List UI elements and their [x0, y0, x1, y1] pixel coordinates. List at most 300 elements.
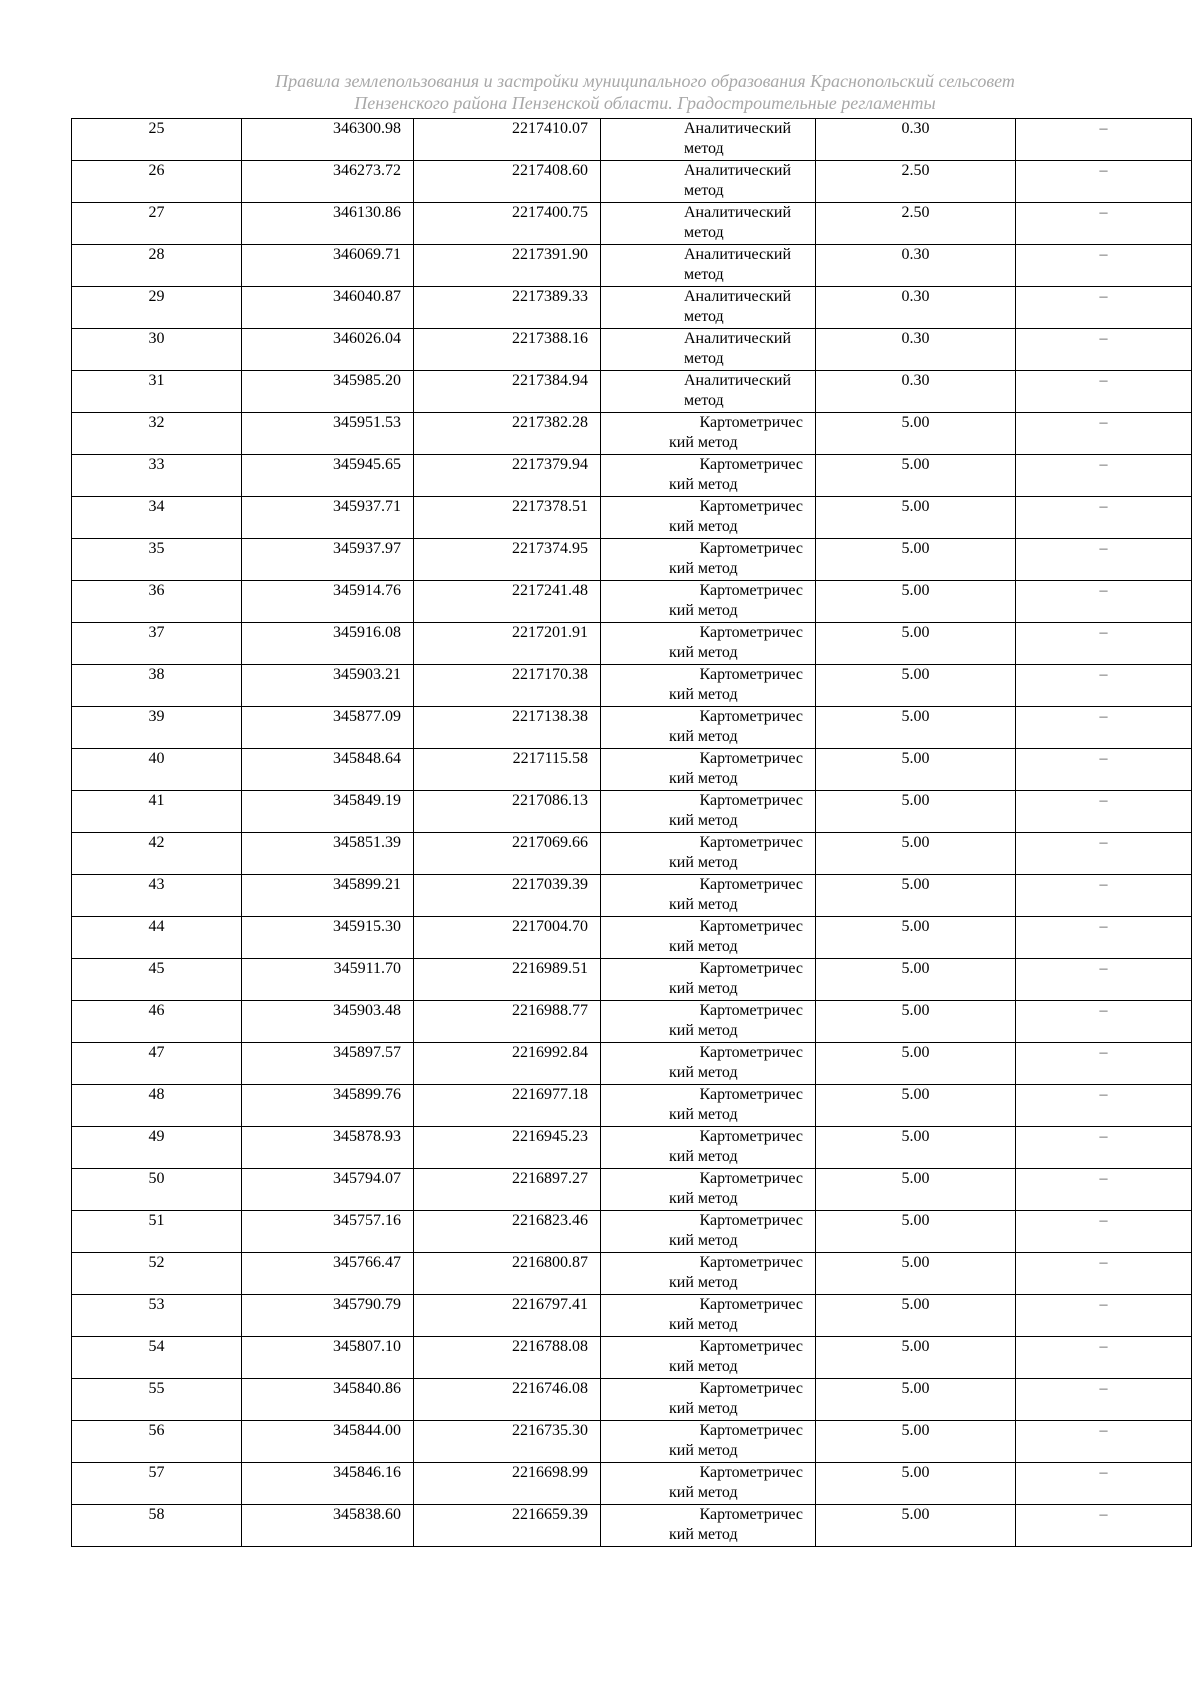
x-coordinate-cell: 345851.39	[242, 833, 414, 875]
method-line-2: кий метод	[669, 1022, 738, 1039]
method-cell	[601, 875, 816, 917]
method-line-2: кий метод	[669, 1190, 738, 1207]
note-cell: –	[1016, 1169, 1192, 1211]
accuracy-cell: 5.00	[816, 623, 1016, 665]
note-cell: –	[1016, 287, 1192, 329]
y-coordinate-cell: 2217400.75	[414, 203, 601, 245]
point-number-cell: 51	[72, 1211, 242, 1253]
y-coordinate-cell: 2217384.94	[414, 371, 601, 413]
method-line-1: Картометричес	[699, 960, 803, 977]
note-cell: –	[1016, 245, 1192, 287]
method-line-1: Картометричес	[699, 582, 803, 599]
x-coordinate-cell: 345757.16	[242, 1211, 414, 1253]
method-line-1: Аналитический	[684, 246, 792, 263]
accuracy-cell: 5.00	[816, 1085, 1016, 1127]
point-number-cell: 40	[72, 749, 242, 791]
method-line-1: Картометричес	[699, 834, 803, 851]
method-cell	[601, 1253, 816, 1295]
method-line-1: Аналитический	[684, 204, 792, 221]
method-cell	[601, 1505, 816, 1547]
method-cell	[601, 1295, 816, 1337]
method-line-2: кий метод	[669, 434, 738, 451]
table-row	[72, 497, 1192, 539]
y-coordinate-cell: 2217382.28	[414, 413, 601, 455]
y-coordinate-cell: 2216800.87	[414, 1253, 601, 1295]
table-row	[72, 1379, 1192, 1421]
x-coordinate-cell: 345878.93	[242, 1127, 414, 1169]
method-line-2: кий метод	[669, 476, 738, 493]
x-coordinate-cell: 346300.98	[242, 119, 414, 161]
x-coordinate-cell: 345915.30	[242, 917, 414, 959]
table-row	[72, 833, 1192, 875]
method-line-2: кий метод	[669, 1064, 738, 1081]
accuracy-cell: 5.00	[816, 1463, 1016, 1505]
table-row	[72, 161, 1192, 203]
method-cell	[601, 749, 816, 791]
method-cell	[601, 707, 816, 749]
point-number-cell: 44	[72, 917, 242, 959]
table-row	[72, 665, 1192, 707]
x-coordinate-cell: 345807.10	[242, 1337, 414, 1379]
header-line-2: Пензенского района Пензенской области. Градостроительные регламенты	[354, 93, 936, 113]
method-line-1: Картометричес	[699, 1002, 803, 1019]
method-line-2: кий метод	[669, 518, 738, 535]
point-number-cell: 39	[72, 707, 242, 749]
method-cell	[601, 413, 816, 455]
x-coordinate-cell: 345846.16	[242, 1463, 414, 1505]
table-row	[72, 539, 1192, 581]
point-number-cell: 52	[72, 1253, 242, 1295]
x-coordinate-cell: 345899.76	[242, 1085, 414, 1127]
note-cell: –	[1016, 539, 1192, 581]
note-cell: –	[1016, 1379, 1192, 1421]
point-number-cell: 58	[72, 1505, 242, 1547]
method-line-1: Картометричес	[699, 1044, 803, 1061]
method-line-1: Картометричес	[699, 792, 803, 809]
method-cell	[601, 1043, 816, 1085]
note-cell: –	[1016, 1295, 1192, 1337]
point-number-cell: 37	[72, 623, 242, 665]
method-line-2: кий метод	[669, 1526, 738, 1543]
note-cell: –	[1016, 707, 1192, 749]
method-line-2: метод	[684, 308, 724, 325]
method-line-1: Картометричес	[699, 456, 803, 473]
accuracy-cell: 5.00	[816, 539, 1016, 581]
table-row	[72, 1253, 1192, 1295]
method-line-2: кий метод	[669, 1358, 738, 1375]
table-row	[72, 329, 1192, 371]
table-row	[72, 623, 1192, 665]
note-cell: –	[1016, 329, 1192, 371]
method-line-1: Картометричес	[699, 498, 803, 515]
accuracy-cell: 5.00	[816, 1295, 1016, 1337]
method-line-2: кий метод	[669, 1274, 738, 1291]
y-coordinate-cell: 2217115.58	[414, 749, 601, 791]
method-cell	[601, 1001, 816, 1043]
note-cell: –	[1016, 1337, 1192, 1379]
method-cell	[601, 245, 816, 287]
point-number-cell: 31	[72, 371, 242, 413]
y-coordinate-cell: 2217374.95	[414, 539, 601, 581]
y-coordinate-cell: 2216797.41	[414, 1295, 601, 1337]
y-coordinate-cell: 2217388.16	[414, 329, 601, 371]
note-cell: –	[1016, 1505, 1192, 1547]
table-row	[72, 875, 1192, 917]
x-coordinate-cell: 346069.71	[242, 245, 414, 287]
y-coordinate-cell: 2216989.51	[414, 959, 601, 1001]
table-row	[72, 959, 1192, 1001]
method-line-1: Картометричес	[699, 540, 803, 557]
method-line-2: кий метод	[669, 980, 738, 997]
x-coordinate-cell: 345838.60	[242, 1505, 414, 1547]
x-coordinate-cell: 345914.76	[242, 581, 414, 623]
x-coordinate-cell: 345937.71	[242, 497, 414, 539]
method-line-2: кий метод	[669, 644, 738, 661]
point-number-cell: 53	[72, 1295, 242, 1337]
method-cell	[601, 497, 816, 539]
x-coordinate-cell: 345848.64	[242, 749, 414, 791]
note-cell: –	[1016, 1421, 1192, 1463]
point-number-cell: 38	[72, 665, 242, 707]
y-coordinate-cell: 2217408.60	[414, 161, 601, 203]
accuracy-cell: 5.00	[816, 1421, 1016, 1463]
table-row	[72, 287, 1192, 329]
table-row	[72, 455, 1192, 497]
note-cell: –	[1016, 959, 1192, 1001]
x-coordinate-cell: 345840.86	[242, 1379, 414, 1421]
table-row	[72, 119, 1192, 161]
method-cell	[601, 1421, 816, 1463]
note-cell: –	[1016, 1043, 1192, 1085]
y-coordinate-cell: 2216746.08	[414, 1379, 601, 1421]
y-coordinate-cell: 2217201.91	[414, 623, 601, 665]
note-cell: –	[1016, 665, 1192, 707]
x-coordinate-cell: 345911.70	[242, 959, 414, 1001]
page-header	[0, 70, 1200, 114]
accuracy-cell: 2.50	[816, 161, 1016, 203]
method-line-2: кий метод	[669, 1106, 738, 1123]
accuracy-cell: 5.00	[816, 581, 1016, 623]
point-number-cell: 36	[72, 581, 242, 623]
accuracy-cell: 5.00	[816, 1127, 1016, 1169]
accuracy-cell: 5.00	[816, 1253, 1016, 1295]
x-coordinate-cell: 345790.79	[242, 1295, 414, 1337]
note-cell: –	[1016, 119, 1192, 161]
method-cell	[601, 959, 816, 1001]
method-line-1: Картометричес	[699, 624, 803, 641]
y-coordinate-cell: 2217004.70	[414, 917, 601, 959]
y-coordinate-cell: 2216788.08	[414, 1337, 601, 1379]
table-row	[72, 371, 1192, 413]
note-cell: –	[1016, 833, 1192, 875]
method-line-2: метод	[684, 392, 724, 409]
x-coordinate-cell: 346130.86	[242, 203, 414, 245]
method-cell	[601, 1169, 816, 1211]
note-cell: –	[1016, 1463, 1192, 1505]
y-coordinate-cell: 2216988.77	[414, 1001, 601, 1043]
y-coordinate-cell: 2217069.66	[414, 833, 601, 875]
method-line-2: кий метод	[669, 602, 738, 619]
point-number-cell: 32	[72, 413, 242, 455]
note-cell: –	[1016, 917, 1192, 959]
method-line-2: кий метод	[669, 1484, 738, 1501]
point-number-cell: 56	[72, 1421, 242, 1463]
method-cell	[601, 623, 816, 665]
point-number-cell: 43	[72, 875, 242, 917]
y-coordinate-cell: 2216977.18	[414, 1085, 601, 1127]
x-coordinate-cell: 346273.72	[242, 161, 414, 203]
accuracy-cell: 0.30	[816, 371, 1016, 413]
method-line-1: Картометричес	[699, 876, 803, 893]
method-line-2: метод	[684, 224, 724, 241]
method-line-2: метод	[684, 182, 724, 199]
accuracy-cell: 5.00	[816, 1001, 1016, 1043]
y-coordinate-cell: 2216945.23	[414, 1127, 601, 1169]
point-number-cell: 47	[72, 1043, 242, 1085]
table-row	[72, 1001, 1192, 1043]
table-row	[72, 1337, 1192, 1379]
x-coordinate-cell: 345916.08	[242, 623, 414, 665]
table-row	[72, 1505, 1192, 1547]
table-row	[72, 581, 1192, 623]
y-coordinate-cell: 2216735.30	[414, 1421, 601, 1463]
table-row	[72, 791, 1192, 833]
x-coordinate-cell: 345849.19	[242, 791, 414, 833]
note-cell: –	[1016, 1085, 1192, 1127]
accuracy-cell: 2.50	[816, 203, 1016, 245]
note-cell: –	[1016, 581, 1192, 623]
method-line-2: кий метод	[669, 1400, 738, 1417]
method-line-1: Аналитический	[684, 120, 792, 137]
accuracy-cell: 0.30	[816, 245, 1016, 287]
method-line-1: Картометричес	[699, 708, 803, 725]
method-cell	[601, 833, 816, 875]
table-row	[72, 1421, 1192, 1463]
point-number-cell: 33	[72, 455, 242, 497]
point-number-cell: 50	[72, 1169, 242, 1211]
accuracy-cell: 0.30	[816, 119, 1016, 161]
method-line-1: Картометричес	[699, 414, 803, 431]
y-coordinate-cell: 2217410.07	[414, 119, 601, 161]
y-coordinate-cell: 2216659.39	[414, 1505, 601, 1547]
y-coordinate-cell: 2217391.90	[414, 245, 601, 287]
accuracy-cell: 5.00	[816, 959, 1016, 1001]
method-line-2: кий метод	[669, 770, 738, 787]
table-row	[72, 1463, 1192, 1505]
x-coordinate-cell: 345844.00	[242, 1421, 414, 1463]
y-coordinate-cell: 2217389.33	[414, 287, 601, 329]
point-number-cell: 48	[72, 1085, 242, 1127]
note-cell: –	[1016, 791, 1192, 833]
method-cell	[601, 329, 816, 371]
point-number-cell: 45	[72, 959, 242, 1001]
note-cell: –	[1016, 1127, 1192, 1169]
method-line-2: кий метод	[669, 854, 738, 871]
note-cell: –	[1016, 455, 1192, 497]
x-coordinate-cell: 345937.97	[242, 539, 414, 581]
y-coordinate-cell: 2217138.38	[414, 707, 601, 749]
method-line-1: Картометричес	[699, 1506, 803, 1523]
header-line-1: Правила землепользования и застройки муниципального образования Краснопольский сельсовет	[275, 71, 1015, 91]
x-coordinate-cell: 345897.57	[242, 1043, 414, 1085]
method-cell	[601, 455, 816, 497]
method-line-2: кий метод	[669, 938, 738, 955]
accuracy-cell: 5.00	[816, 875, 1016, 917]
point-number-cell: 41	[72, 791, 242, 833]
accuracy-cell: 5.00	[816, 1379, 1016, 1421]
point-number-cell: 57	[72, 1463, 242, 1505]
point-number-cell: 25	[72, 119, 242, 161]
method-line-2: кий метод	[669, 812, 738, 829]
x-coordinate-cell: 345794.07	[242, 1169, 414, 1211]
method-line-2: метод	[684, 140, 724, 157]
method-line-1: Картометричес	[699, 918, 803, 935]
point-number-cell: 46	[72, 1001, 242, 1043]
method-line-2: кий метод	[669, 560, 738, 577]
x-coordinate-cell: 345899.21	[242, 875, 414, 917]
accuracy-cell: 5.00	[816, 1211, 1016, 1253]
method-cell	[601, 203, 816, 245]
table-row	[72, 707, 1192, 749]
method-line-1: Картометричес	[699, 1422, 803, 1439]
accuracy-cell: 5.00	[816, 1505, 1016, 1547]
point-number-cell: 55	[72, 1379, 242, 1421]
method-line-1: Аналитический	[684, 162, 792, 179]
y-coordinate-cell: 2217039.39	[414, 875, 601, 917]
y-coordinate-cell: 2216897.27	[414, 1169, 601, 1211]
accuracy-cell: 5.00	[816, 455, 1016, 497]
method-line-2: кий метод	[669, 1442, 738, 1459]
point-number-cell: 35	[72, 539, 242, 581]
y-coordinate-cell: 2217241.48	[414, 581, 601, 623]
y-coordinate-cell: 2217379.94	[414, 455, 601, 497]
note-cell: –	[1016, 749, 1192, 791]
y-coordinate-cell: 2217086.13	[414, 791, 601, 833]
coordinates-table	[71, 118, 1192, 1547]
table-row	[72, 203, 1192, 245]
method-line-2: метод	[684, 266, 724, 283]
method-cell	[601, 1463, 816, 1505]
accuracy-cell: 5.00	[816, 665, 1016, 707]
x-coordinate-cell: 345985.20	[242, 371, 414, 413]
method-line-1: Картометричес	[699, 1254, 803, 1271]
point-number-cell: 42	[72, 833, 242, 875]
note-cell: –	[1016, 413, 1192, 455]
point-number-cell: 54	[72, 1337, 242, 1379]
accuracy-cell: 5.00	[816, 749, 1016, 791]
method-cell	[601, 1379, 816, 1421]
method-line-2: кий метод	[669, 1316, 738, 1333]
method-cell	[601, 287, 816, 329]
point-number-cell: 27	[72, 203, 242, 245]
note-cell: –	[1016, 161, 1192, 203]
x-coordinate-cell: 345903.21	[242, 665, 414, 707]
table-row	[72, 1085, 1192, 1127]
method-line-1: Картометричес	[699, 1296, 803, 1313]
point-number-cell: 49	[72, 1127, 242, 1169]
method-line-2: кий метод	[669, 728, 738, 745]
method-line-1: Аналитический	[684, 372, 792, 389]
y-coordinate-cell: 2216992.84	[414, 1043, 601, 1085]
x-coordinate-cell: 346026.04	[242, 329, 414, 371]
table-row	[72, 917, 1192, 959]
method-line-2: кий метод	[669, 1148, 738, 1165]
method-cell	[601, 119, 816, 161]
accuracy-cell: 5.00	[816, 497, 1016, 539]
method-cell	[601, 1085, 816, 1127]
table-row	[72, 1043, 1192, 1085]
method-line-1: Картометричес	[699, 1464, 803, 1481]
point-number-cell: 26	[72, 161, 242, 203]
method-line-1: Картометричес	[699, 1212, 803, 1229]
y-coordinate-cell: 2217378.51	[414, 497, 601, 539]
accuracy-cell: 5.00	[816, 1169, 1016, 1211]
table-row	[72, 245, 1192, 287]
coordinates-table-body	[72, 119, 1192, 1547]
note-cell: –	[1016, 623, 1192, 665]
y-coordinate-cell: 2217170.38	[414, 665, 601, 707]
y-coordinate-cell: 2216823.46	[414, 1211, 601, 1253]
method-cell	[601, 371, 816, 413]
method-cell	[601, 1127, 816, 1169]
method-cell	[601, 539, 816, 581]
method-line-2: кий метод	[669, 896, 738, 913]
method-cell	[601, 791, 816, 833]
point-number-cell: 34	[72, 497, 242, 539]
method-cell	[601, 161, 816, 203]
x-coordinate-cell: 345903.48	[242, 1001, 414, 1043]
accuracy-cell: 5.00	[816, 1043, 1016, 1085]
point-number-cell: 29	[72, 287, 242, 329]
note-cell: –	[1016, 1001, 1192, 1043]
method-line-1: Картометричес	[699, 1170, 803, 1187]
accuracy-cell: 5.00	[816, 1337, 1016, 1379]
method-line-1: Картометричес	[699, 1380, 803, 1397]
method-line-1: Картометричес	[699, 666, 803, 683]
method-line-1: Картометричес	[699, 1086, 803, 1103]
method-line-1: Картометричес	[699, 750, 803, 767]
table-row	[72, 1169, 1192, 1211]
table-row	[72, 1127, 1192, 1169]
note-cell: –	[1016, 497, 1192, 539]
note-cell: –	[1016, 371, 1192, 413]
note-cell: –	[1016, 1253, 1192, 1295]
point-number-cell: 30	[72, 329, 242, 371]
note-cell: –	[1016, 1211, 1192, 1253]
method-line-1: Аналитический	[684, 288, 792, 305]
method-line-2: кий метод	[669, 1232, 738, 1249]
method-line-1: Аналитический	[684, 330, 792, 347]
method-cell	[601, 665, 816, 707]
x-coordinate-cell: 345877.09	[242, 707, 414, 749]
method-cell	[601, 917, 816, 959]
method-line-1: Картометричес	[699, 1128, 803, 1145]
table-row	[72, 749, 1192, 791]
accuracy-cell: 5.00	[816, 791, 1016, 833]
note-cell: –	[1016, 203, 1192, 245]
method-line-2: кий метод	[669, 686, 738, 703]
x-coordinate-cell: 345951.53	[242, 413, 414, 455]
x-coordinate-cell: 345945.65	[242, 455, 414, 497]
method-cell	[601, 581, 816, 623]
x-coordinate-cell: 346040.87	[242, 287, 414, 329]
accuracy-cell: 5.00	[816, 413, 1016, 455]
x-coordinate-cell: 345766.47	[242, 1253, 414, 1295]
table-row	[72, 413, 1192, 455]
method-line-1: Картометричес	[699, 1338, 803, 1355]
accuracy-cell: 5.00	[816, 917, 1016, 959]
method-cell	[601, 1337, 816, 1379]
